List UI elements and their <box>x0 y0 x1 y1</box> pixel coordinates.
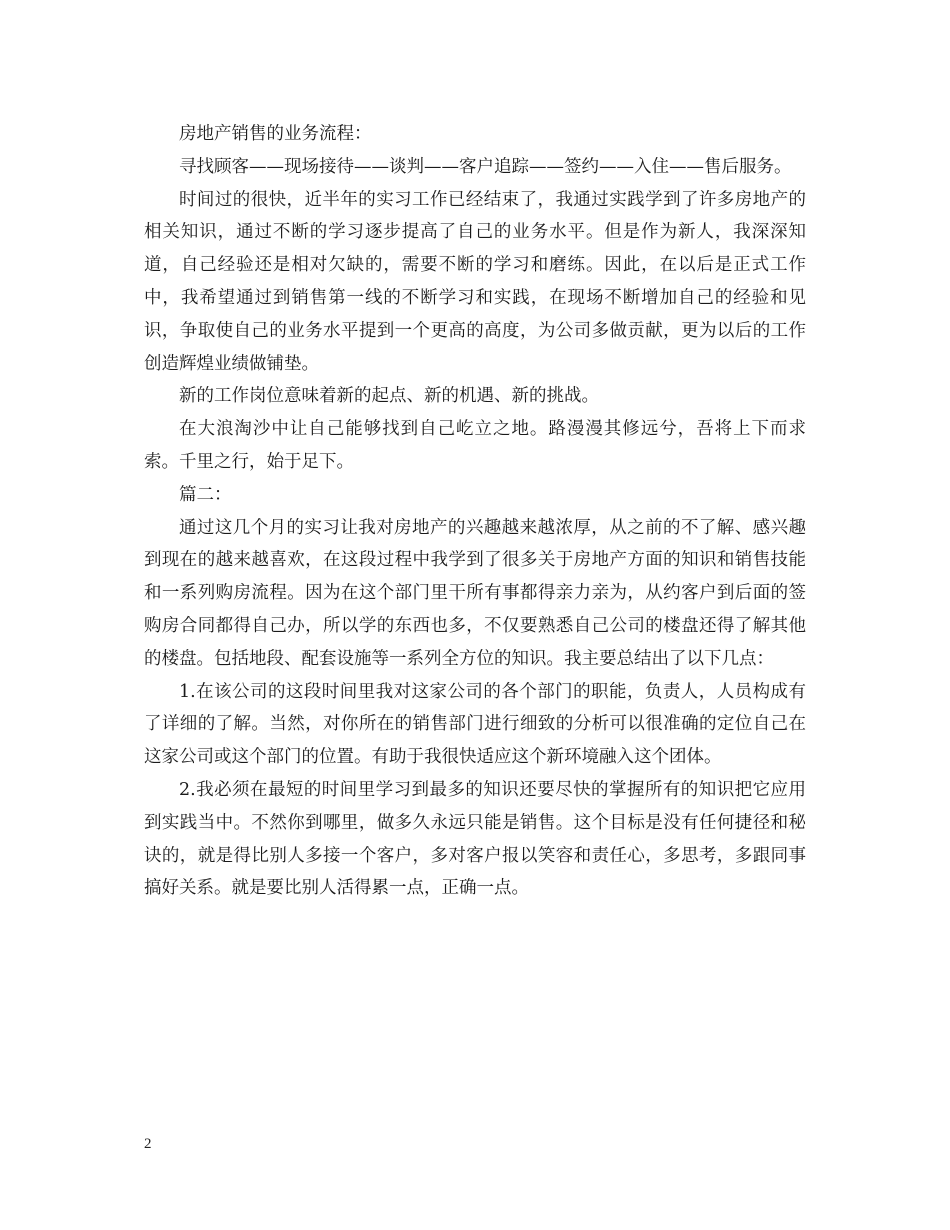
body-text <box>144 118 806 905</box>
paragraph-motto: 在大浪淘沙中让自己能够找到自己屹立之地。路漫漫其修远兮，吾将上下而求索。千里之行，始于足下。 <box>144 419 806 472</box>
paragraph-new-position: 新的工作岗位意味着新的起点、新的机遇、新的挑战。 <box>179 386 599 407</box>
paragraph-process-steps: 寻找顾客——现场接待——谈判——客户追踪——签约——入住——售后服务。 <box>179 156 792 177</box>
page-number: 2 <box>144 1136 152 1152</box>
list-item-point-2: 2.我必须在最短的时间里学习到最多的知识还要尽快的掌握所有的知识把它应用到实践当中。不然你到哪里，做多久永远只能是销售。这个目标是没有任何捷径和秘诀的，就是得比别人多接一个客户，多对客户报以笑容和责任心，多思考，多跟同事搞好关系。就是要比别人活得累一点，正确一点。 <box>144 779 806 899</box>
paragraph-part-two-intro: 通过这几个月的实习让我对房地产的兴趣越来越浓厚，从之前的不了解、感兴趣到现在的越来越喜欢，在这段过程中我学到了很多关于房地产方面的知识和销售技能和一系列购房流程。因为在这个部门里干所有事都得亲力亲为，从约客户到后面的签购房合同都得自己办，所以学的东西也多，不仅要熟悉自己公司的楼盘还得了解其他的楼盘。包括地段、配套设施等一系列全方位的知识。我主要总结出了以下几点： <box>144 517 806 669</box>
list-item-point-1: 1.在该公司的这段时间里我对这家公司的各个部门的职能，负责人，人员构成有了详细的了解。当然，对你所在的销售部门进行细致的分析可以很准确的定位自己在这家公司或这个部门的位置。有助于我很快适应这个新环境融入这个团体。 <box>144 681 806 768</box>
paragraph-process-heading: 房地产销售的业务流程： <box>179 124 372 144</box>
section-heading-part-two: 篇二： <box>179 484 232 505</box>
paragraph-internship-summary: 时间过的很快，近半年的实习工作已经结束了，我通过实践学到了许多房地产的相关知识，通过不断的学习逐步提高了自己的业务水平。但是作为新人，我深深知道，自己经验还是相对欠缺的，需要不断的学习和磨练。因此，在以后是正式工作中，我希望通过到销售第一线的不断学习和实践，在现场不断增加自己的经验和见识，争取使自己的业务水平提到一个更高的高度，为公司多做贡献，更为以后的工作创造辉煌业绩做铺垫。 <box>144 189 806 374</box>
